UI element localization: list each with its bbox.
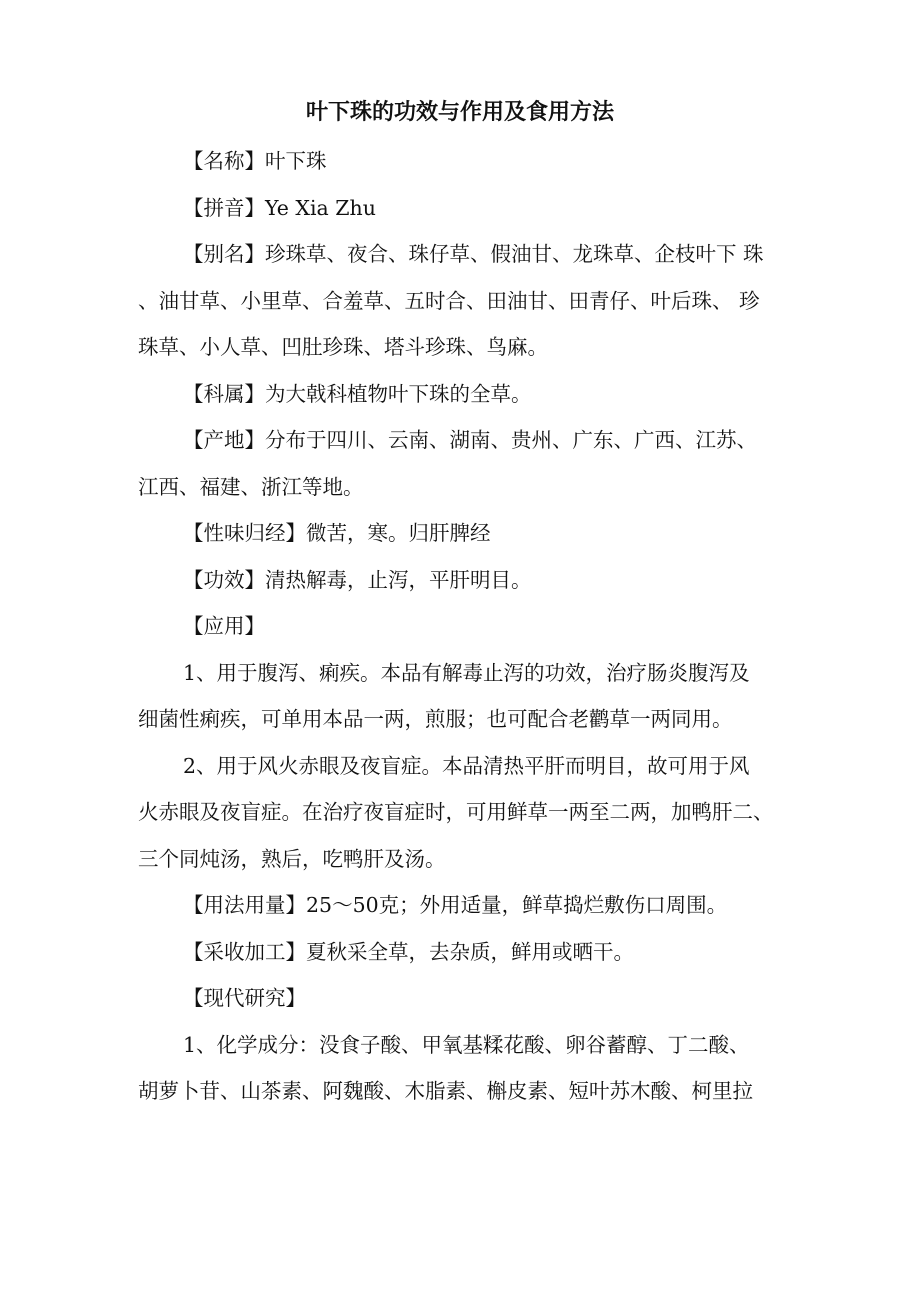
paragraph-line: 2、用于风火赤眼及夜盲症。本品清热平肝而明目，故可用于风: [183, 753, 750, 778]
paragraph-line: 【别名】珍珠草、夜合、珠仔草、假油甘、龙珠草、企枝叶下 珠: [183, 242, 764, 266]
paragraph-nature: [138, 510, 798, 557]
paragraph-line: 【性味归经】微苦，寒。归肝脾经: [183, 521, 491, 545]
paragraph-application: [138, 603, 798, 650]
paragraph-alias: [138, 231, 798, 371]
paragraph-line: 细菌性痢疾，可单用本品一两，煎服；也可配合老鹳草一两同用。: [138, 707, 733, 731]
paragraph-line: 【用法用量】25〜50克；外用适量，鲜草捣烂敷伤口周围。: [183, 893, 728, 917]
paragraph-line: 江西、福建、浙江等地。: [138, 474, 364, 499]
paragraph-line: 【名称】叶下珠: [183, 149, 327, 173]
paragraph-line: 【产地】分布于四川、云南、湖南、贵州、广东、广西、江苏、: [183, 428, 757, 452]
document-title: 叶下珠的功效与作用及食用方法: [305, 99, 614, 125]
paragraph-line: 【拼音】Ye Xia Zhu: [183, 195, 376, 220]
paragraph-line: 、油甘草、小里草、合羞草、五时合、田油甘、田青仔、叶后珠、 珍: [138, 288, 760, 313]
paragraph-research1: [138, 1022, 798, 1115]
paragraph-line: 【采收加工】夏秋采全草，去杂质，鲜用或晒干。: [183, 939, 634, 964]
paragraph-app2: [138, 743, 798, 883]
paragraph-pinyin: [138, 185, 798, 232]
paragraph-line: 【现代研究】: [183, 986, 306, 1010]
paragraph-line: 【科属】为大戟科植物叶下珠的全草。: [183, 381, 532, 406]
paragraph-origin: [138, 417, 798, 510]
paragraph-line: 1、用于腹泻、痢疾。本品有解毒止泻的功效，治疗肠炎腹泻及: [183, 660, 750, 685]
paragraph-name: [138, 138, 798, 185]
paragraph-line: 火赤眼及夜盲症。在治疗夜盲症时，可用鲜草一两至二两，加鸭肝二、: [138, 800, 774, 824]
document-body: [138, 138, 798, 1115]
paragraph-line: 胡萝卜苷、山茶素、阿魏酸、木脂素、槲皮素、短叶苏木酸、柯里拉: [138, 1079, 753, 1103]
paragraph-research: [138, 975, 798, 1022]
paragraph-dosage: [138, 882, 798, 929]
paragraph-family: [138, 371, 798, 418]
paragraph-line: 珠草、小人草、凹肚珍珠、塔斗珍珠、鸟麻。: [138, 335, 548, 359]
paragraph-line: 三个同炖汤，熟后，吃鸭肝及汤。: [138, 846, 446, 871]
paragraph-line: 【应用】: [183, 614, 265, 638]
paragraph-line: 1、化学成分：没食子酸、甲氧基糅花酸、卵谷蓄醇、丁二酸、: [183, 1032, 750, 1057]
paragraph-harvest: [138, 929, 798, 976]
paragraph-efficacy: [138, 557, 798, 604]
paragraph-line: 【功效】清热解毒，止泻，平肝明目。: [183, 567, 532, 592]
paragraph-app1: [138, 650, 798, 743]
